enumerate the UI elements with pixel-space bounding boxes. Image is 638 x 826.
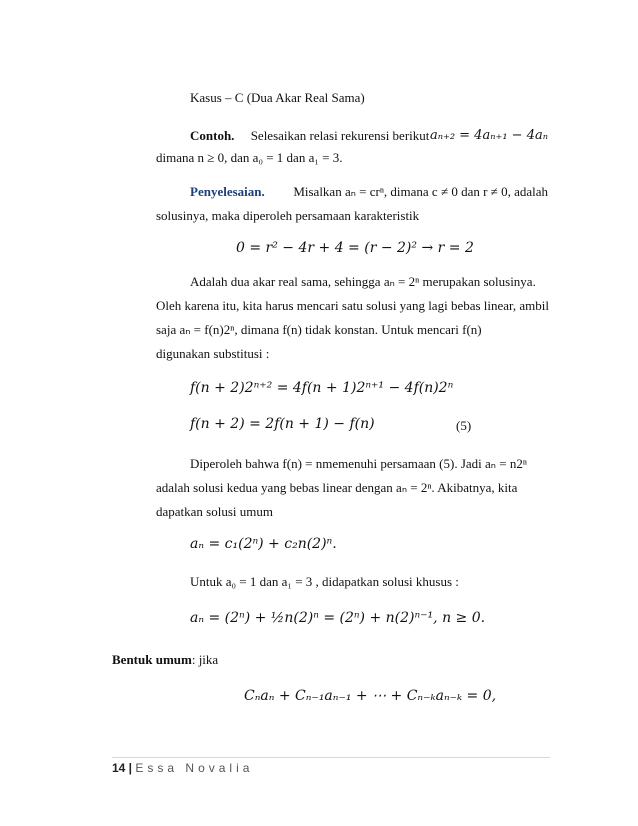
paragraph-3-line-3: saja aₙ = f(n)2ⁿ, dimana f(n) tidak konstan. Untuk mencari f(n) bbox=[156, 322, 482, 337]
example-line-1 bbox=[190, 128, 548, 144]
solution-line-1 bbox=[190, 184, 548, 200]
equation-number: (5) bbox=[456, 418, 472, 433]
example-label: Contoh. bbox=[190, 128, 235, 143]
example-equation: aₙ₊₂ = 4aₙ₊₁ − 4aₙ bbox=[429, 128, 548, 143]
paragraph-4-line-1: Diperoleh bahwa f(n) = nmemenuhi persamaan (5). Jadi aₙ = n2ⁿ bbox=[190, 456, 527, 471]
footer-divider bbox=[112, 757, 550, 758]
solution-label: Penyelesaian. bbox=[190, 184, 265, 199]
specific-solution: aₙ = (2ⁿ) + ½n(2)ⁿ = (2ⁿ) + n(2)ⁿ⁻¹, n ≥ 0. bbox=[190, 610, 486, 626]
substitution-equation-2: f(n + 2) = 2f(n + 1) − f(n) bbox=[190, 416, 375, 432]
page-number: 14 | bbox=[112, 761, 133, 775]
paragraph-4-line-2: adalah solusi kedua yang bebas linear dengan aₙ = 2ⁿ. Akibatnya, kita bbox=[156, 480, 518, 495]
page-footer bbox=[112, 761, 253, 775]
section-heading: Kasus – C (Dua Akar Real Sama) bbox=[190, 90, 365, 105]
characteristic-equation: 0 = r² − 4r + 4 = (r − 2)² → r = 2 bbox=[236, 240, 474, 256]
substitution-equation-1: f(n + 2)2ⁿ⁺² = 4f(n + 1)2ⁿ⁺¹ − 4f(n)2ⁿ bbox=[190, 380, 454, 396]
paragraph-5-line: Untuk a₀ = 1 dan a₁ = 3 , didapatkan solusi khusus : bbox=[190, 574, 459, 589]
example-text: Selesaikan relasi rekurensi berikut bbox=[250, 128, 430, 143]
general-solution: aₙ = c₁(2ⁿ) + c₂n(2)ⁿ. bbox=[190, 536, 337, 552]
example-line-2: dimana n ≥ 0, dan a₀ = 1 dan a₁ = 3. bbox=[156, 150, 343, 165]
general-form-label: Bentuk umum bbox=[112, 652, 192, 667]
general-form-text: : jika bbox=[191, 652, 219, 667]
author-name: Essa Novalia bbox=[135, 761, 254, 775]
paragraph-3-line-1: Adalah dua akar real sama, sehingga aₙ = 2ⁿ merupakan solusinya. bbox=[190, 274, 536, 289]
solution-line-2: solusinya, maka diperoleh persamaan karakteristik bbox=[156, 208, 420, 223]
general-form-equation: Cₙaₙ + Cₙ₋₁aₙ₋₁ + ⋯ + Cₙ₋ₖaₙ₋ₖ = 0, bbox=[244, 688, 497, 704]
paragraph-3-line-4: digunakan substitusi : bbox=[156, 346, 270, 361]
general-form-line bbox=[112, 652, 218, 668]
solution-text: Misalkan aₙ = crⁿ, dimana c ≠ 0 dan r ≠ 0, adalah bbox=[293, 184, 548, 199]
paragraph-3-line-2: Oleh karena itu, kita harus mencari satu solusi yang lagi bebas linear, ambil bbox=[156, 298, 549, 313]
paragraph-4-line-3: dapatkan solusi umum bbox=[156, 504, 273, 519]
